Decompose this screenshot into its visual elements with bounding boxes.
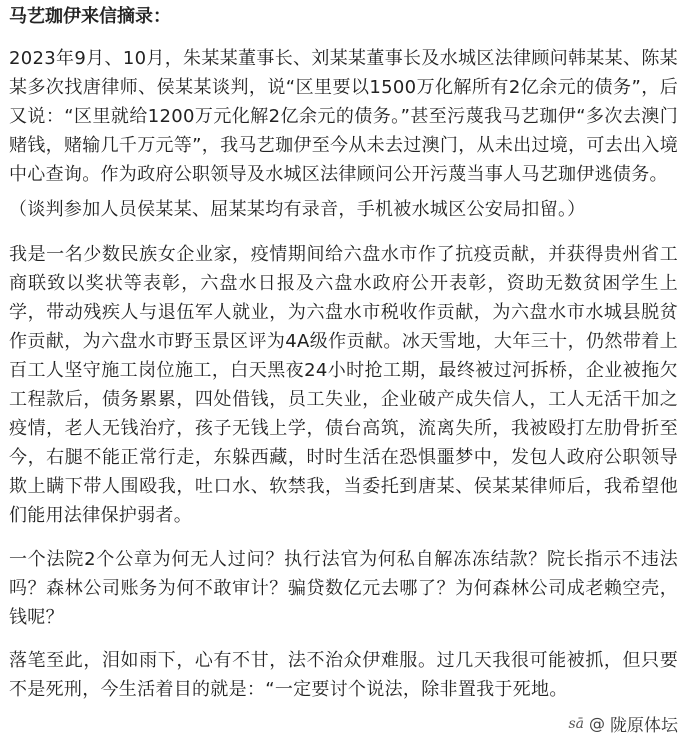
at-symbol: @ (589, 714, 605, 733)
account-name: 陇原体坛 (610, 716, 678, 736)
paragraph-recording-note: （谈判参加人员侯某某、屈某某均有录音，手机被水城区公安局扣留。） (9, 199, 586, 220)
paragraph-closing: 落笔至此，泪如雨下，心有不甘，法不治众伊难服。过几天我很可能被抓，但只要不是死刑，今生活着目的就是：“一定要讨个说法，除非置我于死地。 (9, 650, 678, 700)
paragraph-negotiation: 2023年9月、10月，朱某某董事长、刘某某董事长及水城区法律顾问韩某某、陈某某多次找唐律师、侯某某谈判，说“区里要以1500万化解所有2亿余元的债务”，后又说：“区里就给1200万元化解2亿余元的债务。”甚至污蔑我马艺珈伊“多次去澳门赌钱，赌输几千万元等”，我马艺珈伊至今从未去过澳门，从未出过境，可去出入境中心查询。作为政府公职领导及水城区法律顾问公开污蔑当事人马艺珈伊逃债务。 (9, 48, 678, 185)
paragraph-questions: 一个法院2个公章为何无人过问？执行法官为何私自解冻冻结款？院长指示不违法吗？森林公司账务为何不敢审计？骗贷数亿元去哪了？为何森林公司成老赖空壳，钱呢？ (9, 549, 678, 628)
paragraph-background: 我是一名少数民族女企业家，疫情期间给六盘水市作了抗疫贡献，并获得贵州省工商联致以奖状等表彰，六盘水日报及六盘水政府公开表彰，资助无数贫困学生上学，带动残疾人与退伍军人就业，为六盘水市税收作贡献，为六盘水市水城县脱贫作贡献，为六盘水市野玉景区评为4A级作贡献。冰天雪地，大年三十，仍然带着上百工人坚守施工岗位施工，白天黑夜24小时抢工期，最终被过河拆桥，企业被拖欠工程款后，债务累累，四处借钱，员工失业，企业破产成失信人，工人无活干加之疫情，老人无钱治疗，孩子无钱上学，债台高筑，流离失所，我被殴打左肋骨折至今，右腿不能正常行走，东躲西藏，时时生活在恐惧噩梦中，发包人政府公职领导欺上瞒下带人围殴我，吐口水、软禁我，当委托到唐某、侯某某律师后，我希望他们能用法律保护弱者。 (9, 244, 678, 526)
article-title: 马艺珈伊来信摘录： (9, 6, 171, 27)
source-watermark (564, 711, 680, 736)
platform-logo-icon: sā (568, 715, 584, 732)
